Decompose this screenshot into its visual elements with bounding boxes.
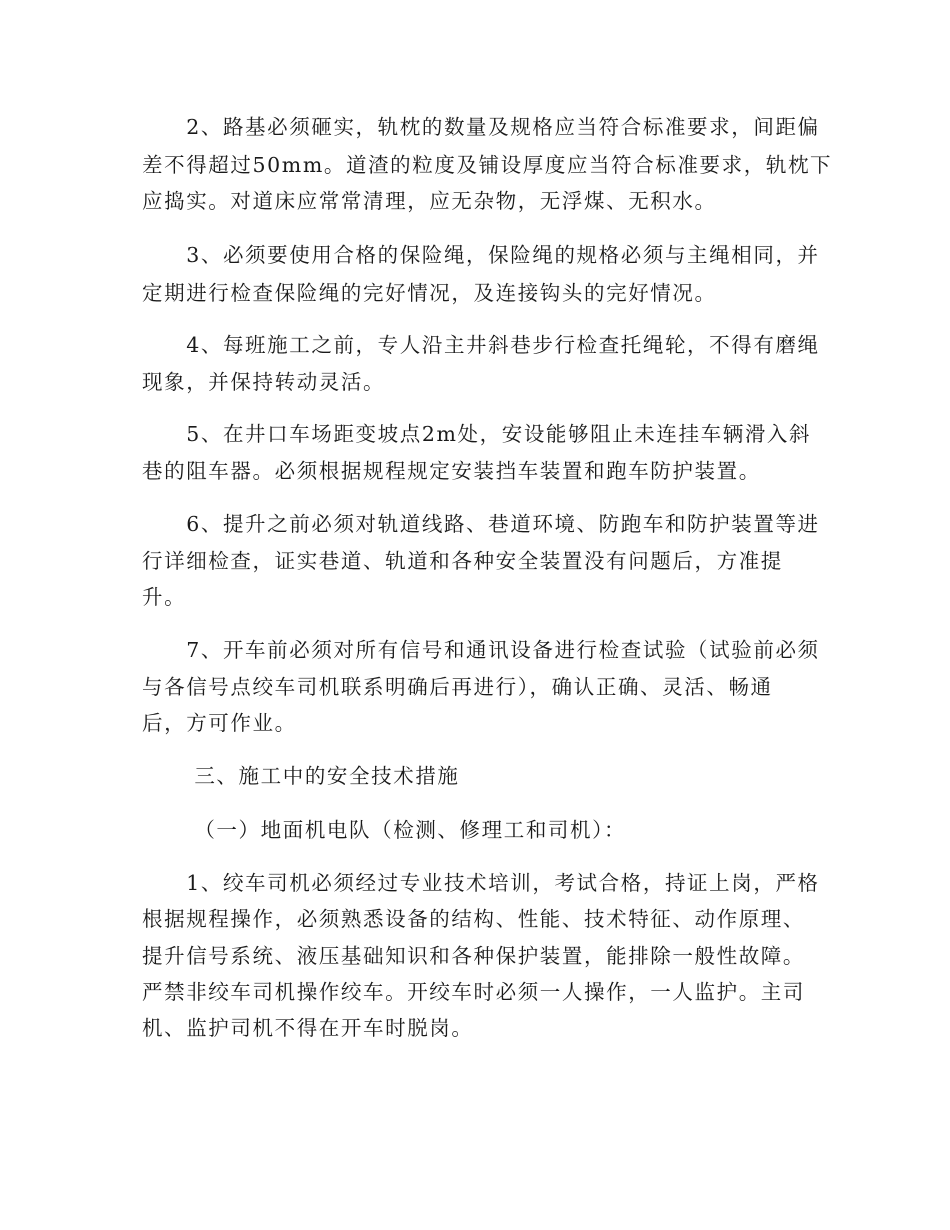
text-line: 6、提升之前必须对轨道线路、巷道环境、防跑车和防护装置等进 — [142, 512, 820, 536]
text-line: 应捣实。对道床应常常清理，应无杂物，无浮煤、无积水。 — [142, 189, 717, 213]
text-line: 5、在井口车场距变坡点2m处，安设能够阻止未连挂车辆滑入斜 — [142, 422, 812, 446]
text-line: 现象，并保持转动灵活。 — [142, 370, 386, 394]
text-line: 4、每班施工之前，专人沿主井斜巷步行检查托绳轮，不得有磨绳 — [142, 333, 820, 357]
text-line: 根据规程操作，必须熟悉设备的结构、性能、技术特征、动作原理、 — [142, 907, 805, 931]
text-line: 巷的阻车器。必须根据规程规定安装挡车装置和跑车防护装置。 — [142, 459, 761, 483]
subsection-heading: （一）地面机电队（检测、修理工和司机）： — [142, 818, 627, 842]
text-line: 严禁非绞车司机操作绞车。开绞车时必须一人操作，一人监护。主司 — [142, 980, 805, 1004]
section-heading: 三、施工中的安全技术措施 — [142, 764, 460, 788]
text-line: 差不得超过50mm。道渣的粒度及铺设厚度应当符合标准要求，轨枕下 — [142, 153, 833, 177]
text-line: 与各信号点绞车司机联系明确后再进行），确认正确、灵活、畅通 — [142, 675, 773, 699]
text-line: 机、监护司机不得在开车时脱岗。 — [142, 1016, 474, 1040]
text-line: 定期进行检查保险绳的完好情况，及连接钩头的完好情况。 — [142, 281, 717, 305]
text-line: 3、必须要使用合格的保险绳，保险绳的规格必须与主绳相同，并 — [142, 243, 820, 267]
text-line: 后，方可作业。 — [142, 711, 297, 735]
text-line: 2、路基必须砸实，轨枕的数量及规格应当符合标准要求，间距偏 — [142, 115, 820, 139]
text-line: 提升信号系统、液压基础知识和各种保护装置，能排除一般性故障。 — [142, 944, 805, 968]
text-line: 7、开车前必须对所有信号和通讯设备进行检查试验（试验前必须 — [142, 638, 820, 662]
text-line: 行详细检查，证实巷道、轨道和各种安全装置没有问题后，方准提 — [142, 549, 783, 573]
text-line: 1、绞车司机必须经过专业技术培训，考试合格，持证上岗，严格 — [142, 871, 820, 895]
text-line: 升。 — [142, 585, 187, 609]
